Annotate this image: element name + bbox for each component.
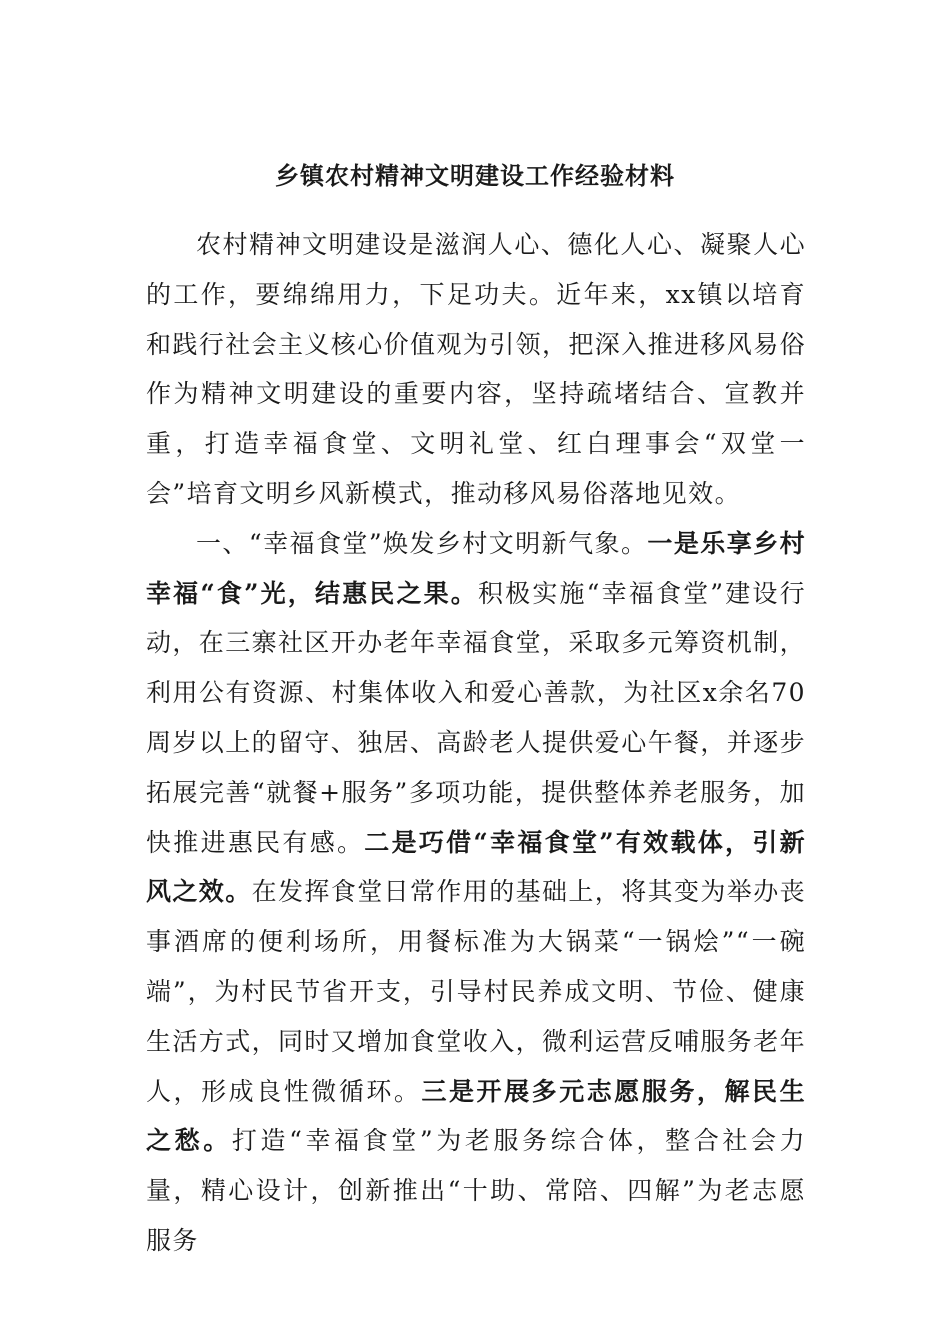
paragraph-section-one xyxy=(146,519,806,1266)
point-one-heading: 一是乐享乡村幸福“食”光，结惠民之果。 xyxy=(146,528,807,608)
point-one-text: 积极实施“幸福食堂”建设行动，在三寨社区开办老年幸福食堂，采取多元筹资机制，利用公有资源、村集体收入和爱心善款，为社区x余名70周岁以上的留守、独居、高龄老人提供爱心午餐，并逐步拓展完善“就餐+服务”多项功能，提供整体养老服务，加快推进惠民有感。 xyxy=(146,578,807,857)
document-title: 乡镇农村精神文明建设工作经验材料 xyxy=(275,161,675,190)
section-heading: 一、“幸福食堂”焕发乡村文明新气象。 xyxy=(196,528,648,558)
point-three-text: 打造“幸福食堂”为老服务综合体，整合社会力量，精心设计，创新推出“十助、常陪、四解”为老志愿服务 xyxy=(146,1126,807,1255)
paragraph-text: 农村精神文明建设是滋润人心、德化人心、凝聚人心的工作，要绵绵用力，下足功夫。近年来，xx镇以培育和践行社会主义核心价值观为引领，把深入推进移风易俗作为精神文明建设的重要内容，坚持疏堵结合、宣教并重，打造幸福食堂、文明礼堂、红白理事会“双堂一会”培育文明乡风新模式，推动移风易俗落地见效。 xyxy=(146,230,807,508)
point-two-heading: 二是巧借“幸福食堂”有效载体，引新风之效。 xyxy=(146,827,806,907)
paragraph-intro xyxy=(146,220,806,519)
point-two-text: 在发挥食堂日常作用的基础上，将其变为举办丧事酒席的便利场所，用餐标准为大锅菜“一锅烩”“一碗端”，为村民节省开支，引导村民养成文明、节俭、健康生活方式，同时又增加食堂收入，微利运营反哺服务老年人，形成良性微循环。 xyxy=(146,877,807,1106)
point-three-heading: 三是开展多元志愿服务，解民生之愁。 xyxy=(146,1076,806,1156)
document-body xyxy=(146,220,806,1266)
